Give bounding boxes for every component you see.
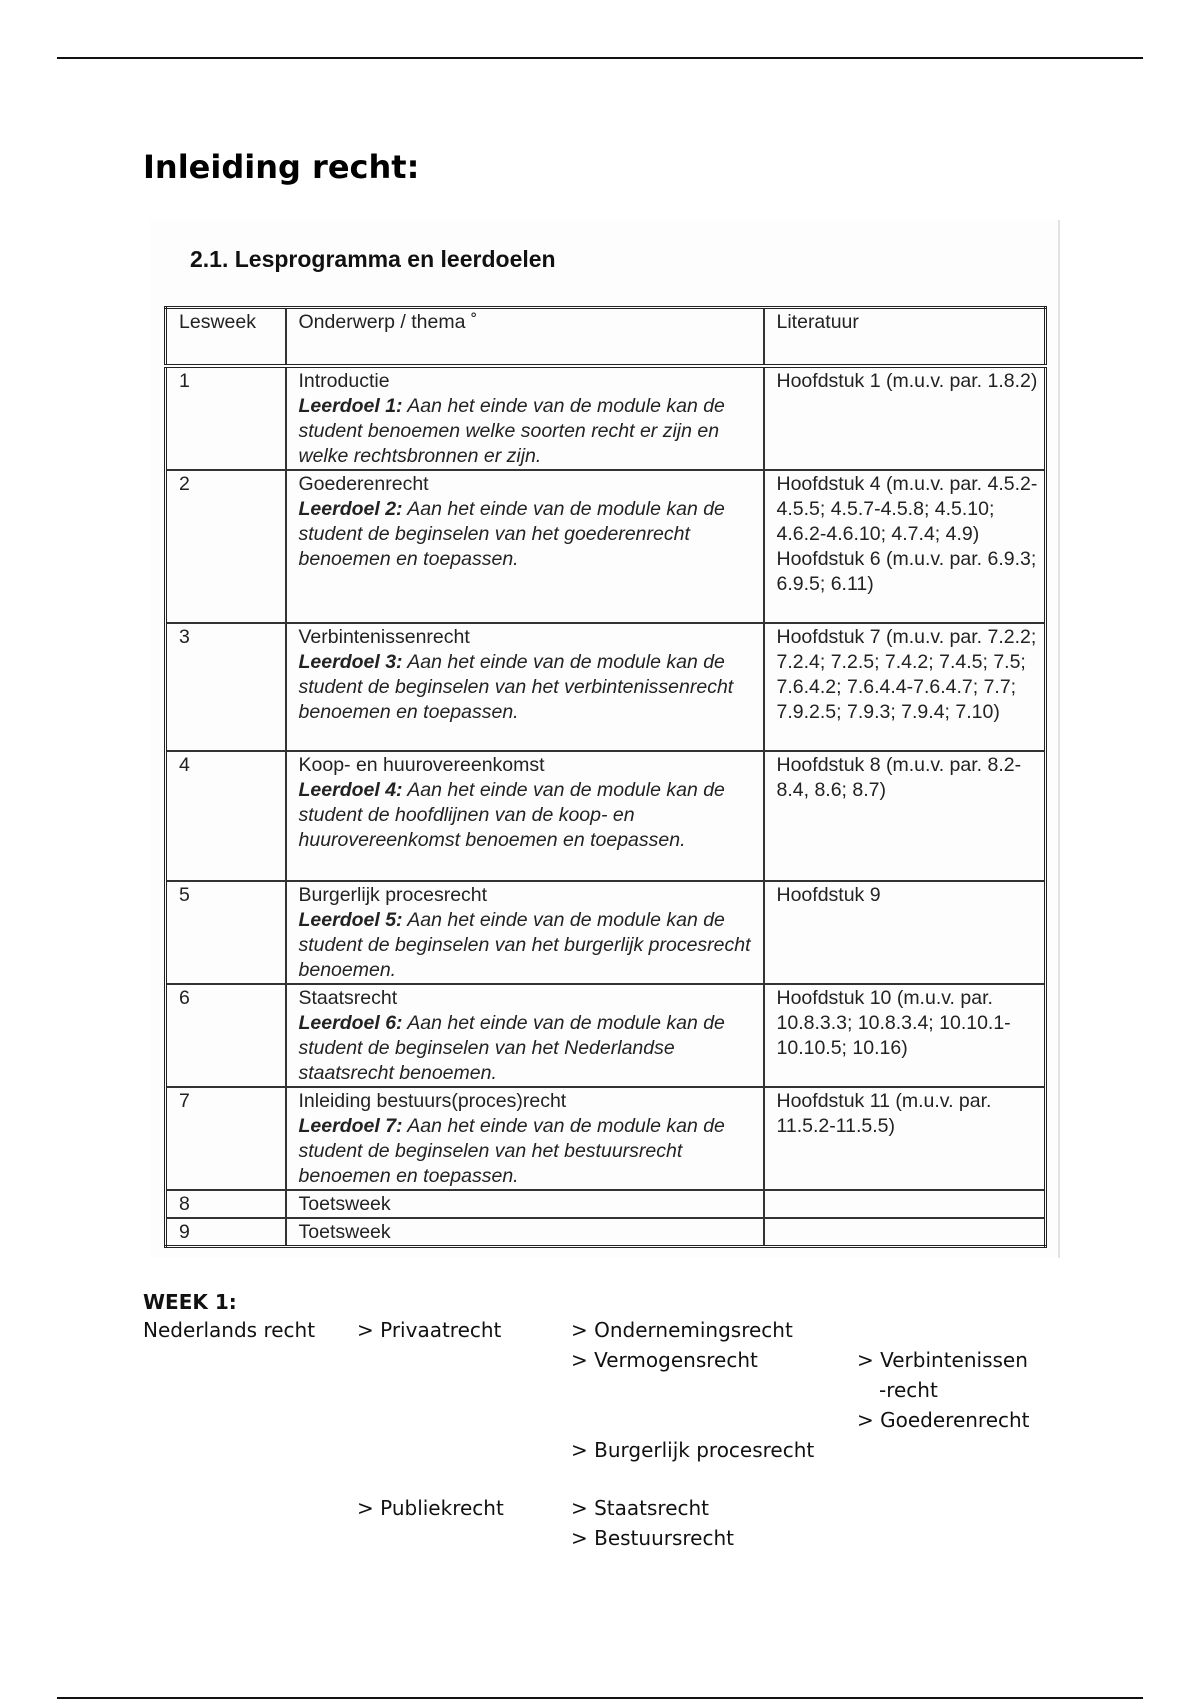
goal-label: Leerdoel 1: <box>298 395 403 417</box>
column-header-literature: Literatuur <box>764 308 1046 367</box>
literature-cell <box>764 470 1046 623</box>
literature-cell: Hoofdstuk 9 <box>764 881 1046 984</box>
program-scan <box>150 220 1060 1258</box>
week-cell: 5 <box>166 881 286 984</box>
header-rule <box>57 57 1143 59</box>
goal-text: Aan het einde van de module kan de student de beginselen van het verbintenissenrecht benoemen en toepassen. <box>298 651 734 723</box>
goal-label: Leerdoel 5: <box>298 909 403 931</box>
topic-cell <box>286 366 764 470</box>
tree-publiekrecht: > Publiekrecht <box>357 1496 504 1520</box>
table-row <box>166 1218 1046 1247</box>
table-row <box>166 751 1046 881</box>
tree-bestuursrecht: > Bestuursrecht <box>571 1526 734 1550</box>
goal-text: Aan het einde van de module kan de student de beginselen van het bestuursrecht benoemen en toepassen. <box>298 1115 725 1187</box>
column-header-week: Lesweek <box>166 308 286 367</box>
program-heading: 2.1. Lesprogramma en leerdoelen <box>190 246 556 272</box>
week1-title: WEEK 1: <box>143 1290 237 1314</box>
learning-goal <box>299 908 753 983</box>
week-cell: 3 <box>166 623 286 751</box>
goal-text: Aan het einde van de module kan de student de beginselen van het burgerlijk procesrecht benoemen. <box>298 909 751 981</box>
table-row <box>166 984 1046 1087</box>
table-row <box>166 623 1046 751</box>
topic-cell: Toetsweek <box>286 1218 764 1247</box>
topic-title: Verbintenissenrecht <box>298 626 470 648</box>
literature-cell <box>764 1190 1046 1218</box>
topic-title: Inleiding bestuurs(proces)recht <box>298 1090 567 1112</box>
learning-goal <box>299 394 753 469</box>
table-row <box>166 881 1046 984</box>
goal-label: Leerdoel 2: <box>298 498 403 520</box>
goal-label: Leerdoel 7: <box>298 1115 403 1137</box>
week-cell: 7 <box>166 1087 286 1190</box>
goal-text: Aan het einde van de module kan de student de beginselen van het goederenrecht benoemen en toepassen. <box>298 498 725 570</box>
topic-cell <box>286 984 764 1087</box>
topic-title: Introductie <box>298 370 390 392</box>
goal-text: Aan het einde van de module kan de student de beginselen van het Nederlandse staatsrecht benoemen. <box>298 1012 725 1084</box>
week-cell: 9 <box>166 1218 286 1247</box>
table-row <box>166 1087 1046 1190</box>
week-cell: 8 <box>166 1190 286 1218</box>
week-cell: 2 <box>166 470 286 623</box>
footer-rule <box>57 1697 1143 1699</box>
table-row <box>166 470 1046 623</box>
tree-goederenrecht: > Goederenrecht <box>857 1408 1030 1432</box>
topic-title: Staatsrecht <box>298 987 398 1009</box>
goal-label: Leerdoel 3: <box>298 651 403 673</box>
learning-goal <box>299 1114 753 1189</box>
topic-cell <box>286 1087 764 1190</box>
week-cell: 1 <box>166 366 286 470</box>
column-header-topic: Onderwerp / thema ˚ <box>286 308 764 367</box>
tree-staatsrecht: > Staatsrecht <box>571 1496 710 1520</box>
topic-title: Goederenrecht <box>298 473 429 495</box>
topic-cell <box>286 470 764 623</box>
topic-cell <box>286 623 764 751</box>
literature-cell: Hoofdstuk 11 (m.u.v. par. 11.5.2-11.5.5) <box>764 1087 1046 1190</box>
learning-goal <box>299 650 753 725</box>
program-table <box>164 306 1047 1248</box>
topic-title: Koop- en huurovereenkomst <box>298 754 545 776</box>
literature-cell: Hoofdstuk 8 (m.u.v. par. 8.2-8.4, 8.6; 8.7) <box>764 751 1046 881</box>
topic-cell: Toetsweek <box>286 1190 764 1218</box>
goal-label: Leerdoel 4: <box>298 779 403 801</box>
literature-cell <box>764 1218 1046 1247</box>
literature-text-2: Hoofdstuk 6 (m.u.v. par. 6.9.3; 6.9.5; 6.11) <box>776 548 1037 595</box>
tree-root: Nederlands recht <box>143 1318 316 1342</box>
topic-cell <box>286 881 764 984</box>
page-title: Inleiding recht: <box>143 148 420 186</box>
tree-privaatrecht: > Privaatrecht <box>357 1318 502 1342</box>
learning-goal <box>299 1011 753 1086</box>
learning-goal <box>299 778 753 853</box>
tree-vermogensrecht: > Vermogensrecht <box>571 1348 758 1372</box>
goal-text: Aan het einde van de module kan de student de hoofdlijnen van de koop- en huurovereenkomst benoemen en toepassen. <box>298 779 725 851</box>
learning-goal <box>299 497 753 572</box>
tree-ondernemingsrecht: > Ondernemingsrecht <box>571 1318 793 1342</box>
literature-cell: Hoofdstuk 10 (m.u.v. par. 10.8.3.3; 10.8.3.4; 10.10.1-10.10.5; 10.16) <box>764 984 1046 1087</box>
tree-verbintenissenrecht-suffix: -recht <box>879 1378 938 1402</box>
tree-verbintenissenrecht: > Verbintenissen <box>857 1348 1028 1372</box>
table-header-row <box>166 308 1046 367</box>
week-cell: 4 <box>166 751 286 881</box>
literature-cell: Hoofdstuk 7 (m.u.v. par. 7.2.2; 7.2.4; 7.2.5; 7.4.2; 7.4.5; 7.5; 7.6.4.2; 7.6.4.4-7.6.4.7; 7.7; 7.9.2.5; 7.9.3; 7.9.4; 7.10) <box>764 623 1046 751</box>
table-row <box>166 366 1046 470</box>
literature-cell: Hoofdstuk 1 (m.u.v. par. 1.8.2) <box>764 366 1046 470</box>
topic-cell <box>286 751 764 881</box>
goal-text: Aan het einde van de module kan de student benoemen welke soorten recht er zijn en welke rechtsbronnen er zijn. <box>298 395 725 467</box>
week-cell: 6 <box>166 984 286 1087</box>
goal-label: Leerdoel 6: <box>298 1012 403 1034</box>
topic-title: Burgerlijk procesrecht <box>298 884 488 906</box>
table-row <box>166 1190 1046 1218</box>
tree-burgerlijk-procesrecht: > Burgerlijk procesrecht <box>571 1438 815 1462</box>
literature-text: Hoofdstuk 4 (m.u.v. par. 4.5.2-4.5.5; 4.5.7-4.5.8; 4.5.10; 4.6.2-4.6.10; 4.7.4; 4.9) <box>776 473 1038 545</box>
